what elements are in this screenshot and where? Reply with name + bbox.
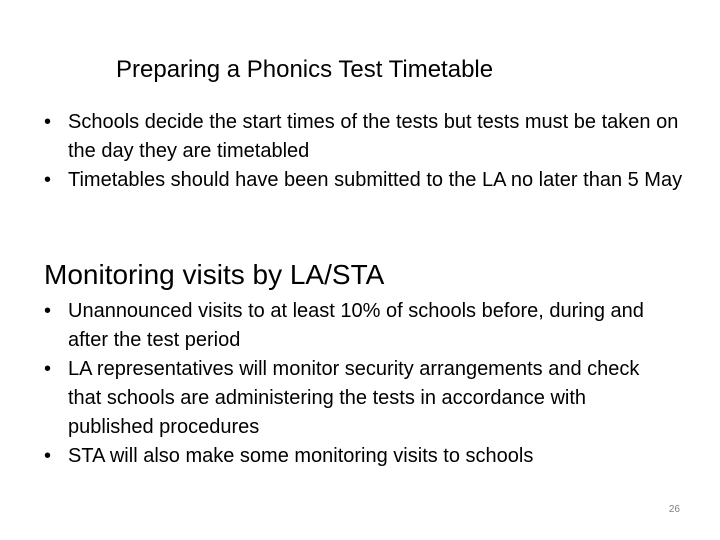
bullet-icon: • <box>44 111 52 133</box>
monitoring-heading: Monitoring visits by LA/STA <box>44 259 385 290</box>
bullet-item <box>44 108 684 166</box>
bullet-text: Timetables should have been submitted to the LA no later than 5 May <box>68 169 683 191</box>
bullet-icon: • <box>44 445 52 467</box>
slide-title: Preparing a Phonics Test Timetable <box>116 56 494 83</box>
bullet-item <box>44 355 664 442</box>
page-number: 26 <box>668 504 680 515</box>
monitoring-bullet-list <box>44 297 664 471</box>
bullet-text: STA will also make some monitoring visits to schools <box>68 445 534 467</box>
bullet-icon: • <box>44 300 52 322</box>
bullet-item <box>44 166 684 195</box>
bullet-item <box>44 442 664 471</box>
timetable-bullet-list <box>44 108 684 195</box>
bullet-text: Schools decide the start times of the tests but tests must be taken on the day they are timetabled <box>68 111 679 162</box>
bullet-item <box>44 297 664 355</box>
bullet-icon: • <box>44 358 52 380</box>
bullet-text: LA representatives will monitor security arrangements and check that schools are administering the tests in accordance with published procedures <box>68 358 640 438</box>
bullet-text: Unannounced visits to at least 10% of schools before, during and after the test period <box>68 300 644 351</box>
bullet-icon: • <box>44 169 52 191</box>
